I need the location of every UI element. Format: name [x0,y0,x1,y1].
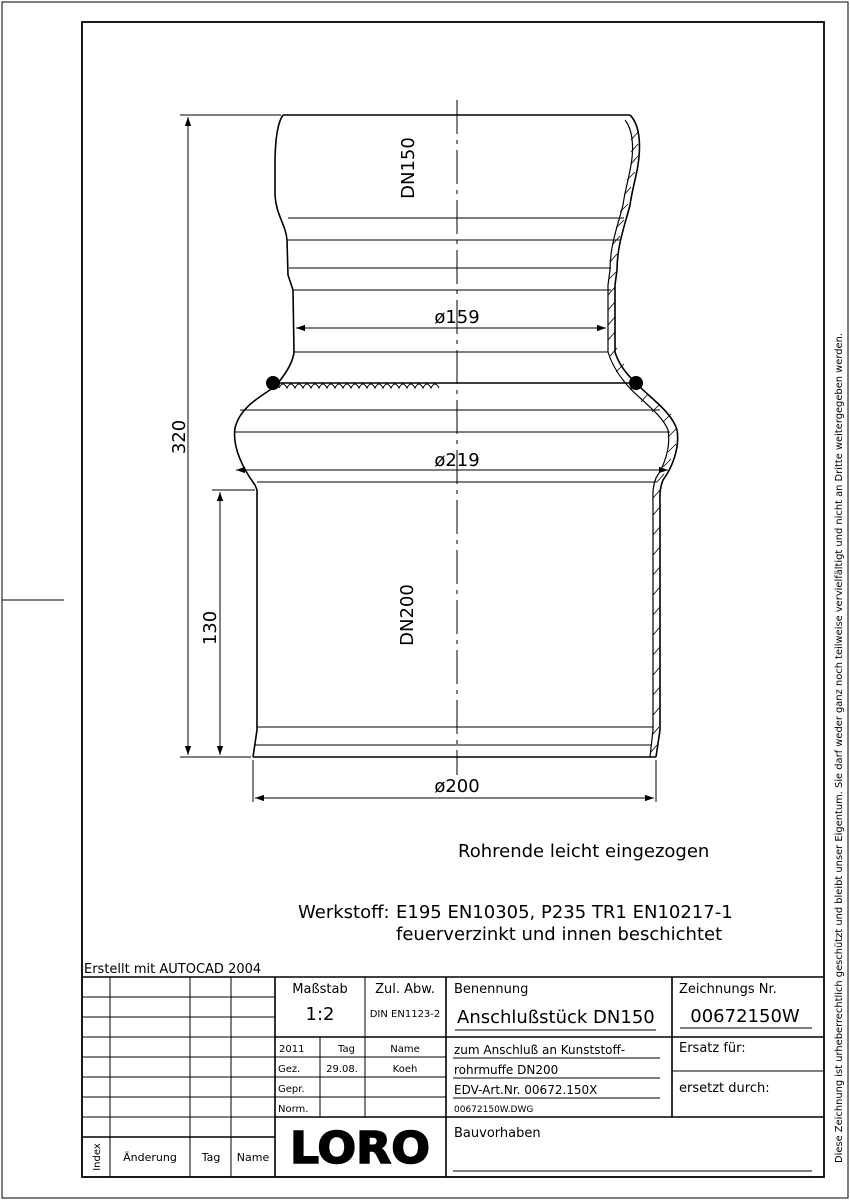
dim-130: 130 [200,610,221,646]
drawing-number-value: 00672150W [690,1006,800,1027]
checked-label: Gepr. [278,1084,305,1095]
drawing-frame [82,22,824,1177]
material-spec-line1: E195 EN10305, P235 TR1 EN10217-1 [396,902,733,923]
revision-change-label: Änderung [123,1151,177,1164]
material-label: Werkstoff: [298,902,390,923]
created-with-note: Erstellt mit AUTOCAD 2004 [84,962,262,977]
description-line2: rohrmuffe DN200 [454,1063,559,1077]
material-spec-line2: feuerverzinkt und innen beschichtet [396,924,723,945]
end-note: Rohrende leicht eingezogen [458,841,710,862]
logo-text: LORO [290,1123,430,1174]
wall-hatching [608,132,676,752]
dim-dia-159: ø159 [434,307,480,328]
weld-bead-right [629,376,643,390]
name-label: Name [390,1044,420,1055]
dim-dia-200: ø200 [434,776,480,797]
tolerance-label: Zul. Abw. [375,982,435,997]
revision-name-label: Name [236,1151,270,1164]
dim-dn200: DN200 [397,584,418,646]
year: 2011 [279,1044,305,1055]
drawn-label: Gez. [278,1064,301,1075]
left-outline [235,115,294,757]
fitting-part [235,100,678,775]
weld-bead-left [266,376,280,390]
dim-320: 320 [169,419,190,455]
revision-index-label: Index [92,1143,103,1171]
scale-label: Maßstab [292,982,348,997]
day-label: Tag [338,1044,355,1055]
drawn-date: 29.08. [326,1064,358,1075]
edv-article-number: EDV-Art.Nr. 00672.150X [454,1083,598,1097]
designation-value: Anschlußstück DN150 [457,1007,655,1028]
replacement-for-label: Ersatz für: [679,1041,746,1056]
norm-label: Norm. [278,1104,309,1115]
dimension-labels [169,137,480,797]
dim-dia-219: ø219 [434,450,480,471]
designation-label: Benennung [454,982,529,997]
dim-dn150: DN150 [398,137,419,199]
weld-seam [279,384,439,388]
copyright-side-note: Diese Zeichnung ist urheberrechtlich geschützt und bleibt unser Eigentum. Sie darf weder ganz noch teilweise vervielfältigt und nicht an Dritte weitergegeben werden. [834,323,845,1163]
drawn-name: Koeh [392,1064,418,1075]
file-name: 00672150W.DWG [454,1105,534,1115]
project-label: Bauvorhaben [454,1126,541,1141]
drawing-number-label: Zeichnungs Nr. [679,982,777,997]
loro-logo [283,1121,443,1174]
description-line1: zum Anschluß an Kunststoff- [454,1043,626,1057]
section-lines [235,218,670,745]
revision-day-label: Tag [201,1151,221,1164]
tolerance-value: DIN EN1123-2 [369,1009,441,1020]
scale-value: 1:2 [305,1004,335,1025]
replaced-by-label: ersetzt durch: [679,1081,770,1096]
